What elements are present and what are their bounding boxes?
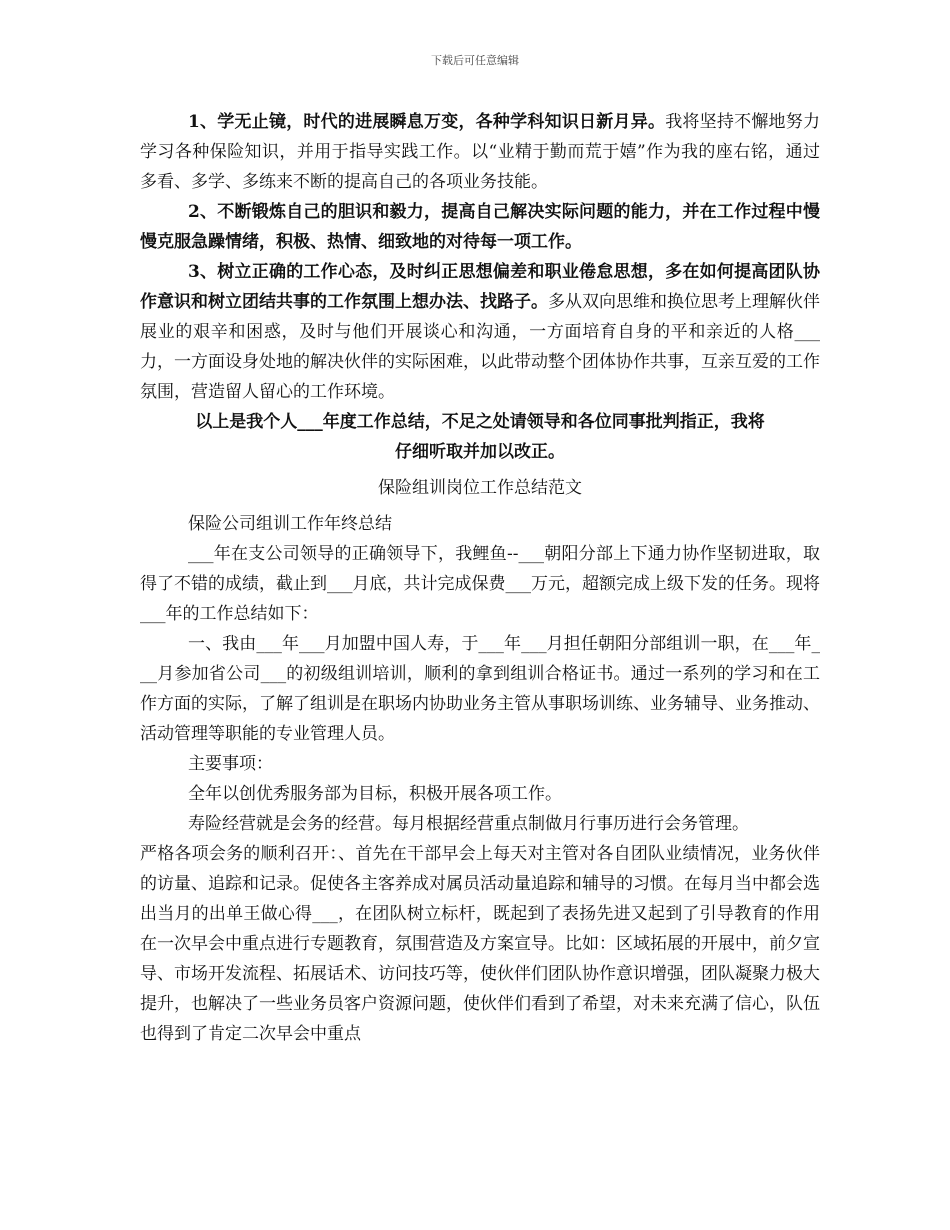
document-body (140, 107, 820, 1049)
closing-line-2: 仔细听取并加以改正。 (395, 442, 565, 462)
paragraph-1-body: 我将坚持不懈地努力学习各种保险知识，并用于指导实践工作。以“业精于勤而荒于嬉”作为我的座右铭，通过多看、多学、多练来不断的提高自己的各项业务技能。 (140, 112, 821, 192)
paragraph-3-body: 多从双向思维和换位思考上理解伙伴展业的艰辛和困惑，及时与他们开展谈心和沟通，一方面培育自身的平和亲近的人格___力，一方面设身处地的解决伙伴的实际困难，以此带动整个团体协作共事，互亲互爱的工作氛围，营造留人留心的工作环境。 (140, 292, 820, 402)
paragraph-3 (140, 257, 820, 407)
paragraph-2: 2、不断锻炼自己的胆识和毅力，提高自己解决实际问题的能力，并在工作过程中慢慢克服急躁情绪，积极、热情、细致地的对待每一项工作。 (140, 202, 820, 252)
section-paragraph-5: 寿险经营就是会务的经营。每月根据经营重点制做月行事历进行会务管理。 (188, 814, 749, 834)
section-subtitle: 保险公司组训工作年终总结 (188, 514, 392, 534)
section-paragraph-6: 严格各项会务的顺利召开：、首先在干部早会上每天对主管对各自团队业绩情况，业务伙伴的访量、追踪和记录。促使各主客养成对属员活动量追踪和辅导的习惯。在每月当中都会选出当月的出单王做心得___，在团队树立标杆，既起到了表扬先进又起到了引导教育的作用在一次早会中重点进行专题教育，氛围营造及方案宣导。比如：区域拓展的开展中，前夕宣导、市场开发流程、拓展话术、访问技巧等，使伙伴们团队协作意识增强，团队凝聚力极大提升，也解决了一些业务员客户资源问题，使伙伴们看到了希望，对未来充满了信心，队伍也得到了肯定二次早会中重点 (140, 844, 820, 1044)
paragraph-1 (140, 107, 820, 197)
page-header: 下载后可任意编辑 (431, 54, 519, 67)
section-title: 保险组训岗位工作总结范文 (378, 478, 582, 498)
closing-line-1: 以上是我个人___年度工作总结，不足之处请领导和各位同事批判指正，我将 (195, 412, 765, 432)
section-paragraph-4: 全年以创优秀服务部为目标，积极开展各项工作。 (188, 784, 562, 804)
paragraph-3-lead: 3、树立正确的工作心态，及时纠正思想偏差和职业倦怠思想，多在如何提高团队协作意识和树立团结共事的工作氛围上想办法、找路子。 (140, 262, 820, 312)
section-paragraph-1: ___年在支公司领导的正确领导下，我鲤鱼--___朝阳分部上下通力协作坚韧进取，取得了不错的成绩，截止到___月底，共计完成保费___万元，超额完成上级下发的任务。现将___年的工作总结如下： (140, 544, 820, 624)
paragraph-1-lead: 1、学无止镜，时代的进展瞬息万变，各种学科知识日新月异。 (188, 112, 666, 132)
section-paragraph-2: 一、我由___年___月加盟中国人寿，于___年___月担任朝阳分部组训一职，在___年___月参加省公司___的初级组训培训，顺利的拿到组训合格证书。通过一系列的学习和在工作方面的实际，了解了组训是在职场内协助业务主管从事职场训练、业务辅导、业务推动、活动管理等职能的专业管理人员。 (140, 634, 820, 744)
section-paragraph-3: 主要事项： (188, 754, 273, 774)
